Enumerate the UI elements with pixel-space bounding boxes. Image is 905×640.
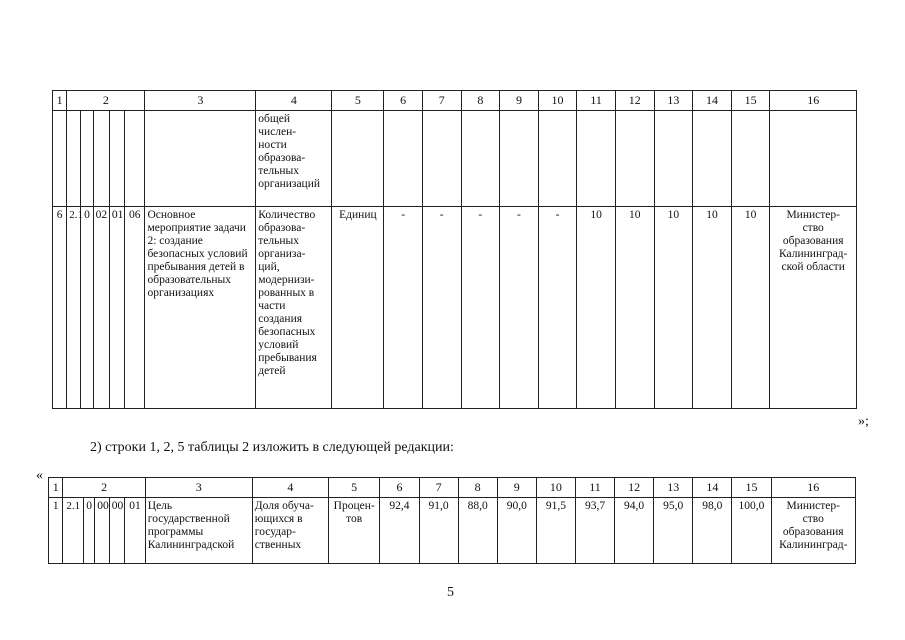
responsible-executor: Министер- ство образования Калининград- ской области xyxy=(770,207,857,409)
header-cell: 7 xyxy=(419,478,458,498)
value-cell: 10 xyxy=(615,207,654,409)
header-cell: 4 xyxy=(252,478,328,498)
header-cell: 8 xyxy=(458,478,497,498)
value-cell: 95,0 xyxy=(654,498,693,564)
closing-quote: »; xyxy=(858,414,869,429)
indicator-name: Доля обуча- ющихся в государ- ственных xyxy=(252,498,328,564)
page-number: 5 xyxy=(447,585,454,600)
value-cell: 91,0 xyxy=(419,498,458,564)
code-cell: 02 xyxy=(93,207,109,409)
value-cell: 91,5 xyxy=(536,498,575,564)
responsible-executor: Министер- ство образования Калининград- xyxy=(771,498,856,564)
header-cell: 7 xyxy=(422,91,461,111)
table-1-continuation-row xyxy=(53,111,857,207)
indicator-name: Количество образова- тельных организа- ций, модернизи- рованных в части создания безопасных условий пребывания детей xyxy=(256,207,332,409)
header-cell: 13 xyxy=(654,478,693,498)
table-2-header-row xyxy=(49,478,856,498)
header-cell: 13 xyxy=(654,91,693,111)
code-cell: 2.1 xyxy=(63,498,84,564)
value-cell: 10 xyxy=(654,207,693,409)
value-cell: - xyxy=(500,207,539,409)
header-cell: 2 xyxy=(67,91,145,111)
value-cell: 90,0 xyxy=(497,498,536,564)
table-2 xyxy=(48,477,856,564)
code-cell: 00 xyxy=(109,498,124,564)
code-cell: 0 xyxy=(81,207,93,409)
header-cell: 3 xyxy=(145,478,252,498)
code-cell: 2.1 xyxy=(67,207,81,409)
table-1 xyxy=(52,90,857,409)
value-cell: 10 xyxy=(577,207,616,409)
header-cell: 11 xyxy=(575,478,614,498)
header-cell: 16 xyxy=(771,478,856,498)
header-cell: 1 xyxy=(53,91,67,111)
value-cell: 88,0 xyxy=(458,498,497,564)
value-cell: 98,0 xyxy=(693,498,732,564)
table-2-row-1 xyxy=(49,498,856,564)
header-cell: 15 xyxy=(731,91,770,111)
value-cell: 100,0 xyxy=(732,498,771,564)
value-cell: 93,7 xyxy=(575,498,614,564)
continuation-indicator-text: общей числен- ности образова- тельных организаций xyxy=(256,111,332,207)
header-cell: 5 xyxy=(332,91,384,111)
header-cell: 11 xyxy=(577,91,616,111)
value-cell: 10 xyxy=(693,207,732,409)
header-cell: 8 xyxy=(461,91,500,111)
value-cell: - xyxy=(384,207,423,409)
goal-name: Цель государственной программы Калининградской xyxy=(145,498,252,564)
row-number: 1 xyxy=(49,498,63,564)
header-cell: 1 xyxy=(49,478,63,498)
header-cell: 10 xyxy=(536,478,575,498)
value-cell: - xyxy=(461,207,500,409)
header-cell: 10 xyxy=(538,91,577,111)
value-cell: - xyxy=(422,207,461,409)
code-cell: 01 xyxy=(109,207,124,409)
header-cell: 3 xyxy=(145,91,256,111)
header-cell: 15 xyxy=(732,478,771,498)
opening-quote: « xyxy=(36,468,43,483)
header-cell: 12 xyxy=(615,91,654,111)
value-cell: 94,0 xyxy=(615,498,654,564)
instruction-text: 2) строки 1, 2, 5 таблицы 2 изложить в следующей редакции: xyxy=(90,440,454,455)
header-cell: 6 xyxy=(380,478,419,498)
code-cell: 06 xyxy=(125,207,145,409)
value-cell: 92,4 xyxy=(380,498,419,564)
code-cell: 00 xyxy=(95,498,109,564)
header-cell: 6 xyxy=(384,91,423,111)
value-cell: 10 xyxy=(731,207,770,409)
header-cell: 4 xyxy=(256,91,332,111)
header-cell: 16 xyxy=(770,91,857,111)
header-cell: 14 xyxy=(693,478,732,498)
unit-cell: Процен- тов xyxy=(328,498,379,564)
header-cell: 5 xyxy=(328,478,379,498)
value-cell: - xyxy=(538,207,577,409)
row-number: 6 xyxy=(53,207,67,409)
code-cell: 0 xyxy=(83,498,94,564)
header-cell: 12 xyxy=(615,478,654,498)
header-cell: 9 xyxy=(500,91,539,111)
header-cell: 14 xyxy=(693,91,732,111)
table-1-header-row xyxy=(53,91,857,111)
activity-name: Основное мероприятие задачи 2: создание безопасных условий пребывания детей в образовательных организациях xyxy=(145,207,256,409)
header-cell: 2 xyxy=(63,478,145,498)
table-1-row-6 xyxy=(53,207,857,409)
unit-cell: Единиц xyxy=(332,207,384,409)
code-cell: 01 xyxy=(125,498,146,564)
header-cell: 9 xyxy=(497,478,536,498)
